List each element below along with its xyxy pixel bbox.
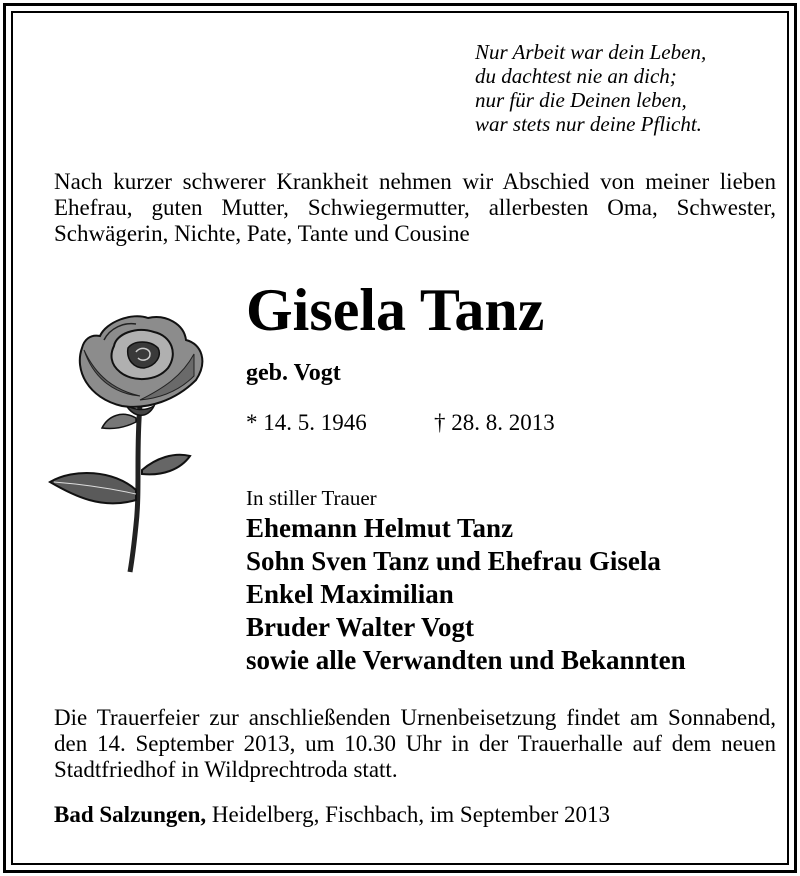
- maiden-name: geb. Vogt: [246, 360, 341, 386]
- poem-line: du dachtest nie an dich;: [475, 64, 677, 88]
- intro-text: Nach kurzer schwerer Krankheit nehmen wir Abschied von meiner lieben Ehefrau, guten Mutter, Schwiegermutter, allerbesten Oma, Schwester, Schwägerin, Nichte, Pate, Tante und Cousine: [54, 169, 776, 246]
- birth-date: * 14. 5. 1946: [246, 410, 367, 435]
- deceased-name: Gisela Tanz: [246, 277, 545, 343]
- rose-icon: [44, 310, 214, 575]
- ceremony-text: Die Trauerfeier zur anschließenden Urnenbeisetzung findet am Sonnabend, den 14. September 2013, um 10.30 Uhr in der Trauerhalle auf dem neuen Stadtfriedhof in Wildprechtroda statt.: [54, 705, 776, 782]
- mourner-line: sowie alle Verwandten und Bekannten: [246, 645, 686, 675]
- mourners-list: [246, 512, 686, 677]
- mourner-line: Bruder Walter Vogt: [246, 612, 475, 642]
- mourner-line: Sohn Sven Tanz und Ehefrau Gisela: [246, 546, 661, 576]
- mourning-intro: In stiller Trauer: [246, 486, 377, 510]
- poem: [475, 40, 706, 136]
- poem-line: nur für die Deinen leben,: [475, 88, 687, 112]
- place-bold: Bad Salzungen,: [54, 802, 207, 827]
- mourner-line: Ehemann Helmut Tanz: [246, 513, 514, 543]
- poem-line: Nur Arbeit war dein Leben,: [475, 40, 707, 64]
- poem-line: war stets nur deine Pflicht.: [475, 112, 702, 136]
- place-rest: Heidelberg, Fischbach, im September 2013: [206, 802, 611, 827]
- place-line: [54, 802, 610, 828]
- mourner-line: Enkel Maximilian: [246, 579, 454, 609]
- death-date: † 28. 8. 2013: [434, 410, 555, 435]
